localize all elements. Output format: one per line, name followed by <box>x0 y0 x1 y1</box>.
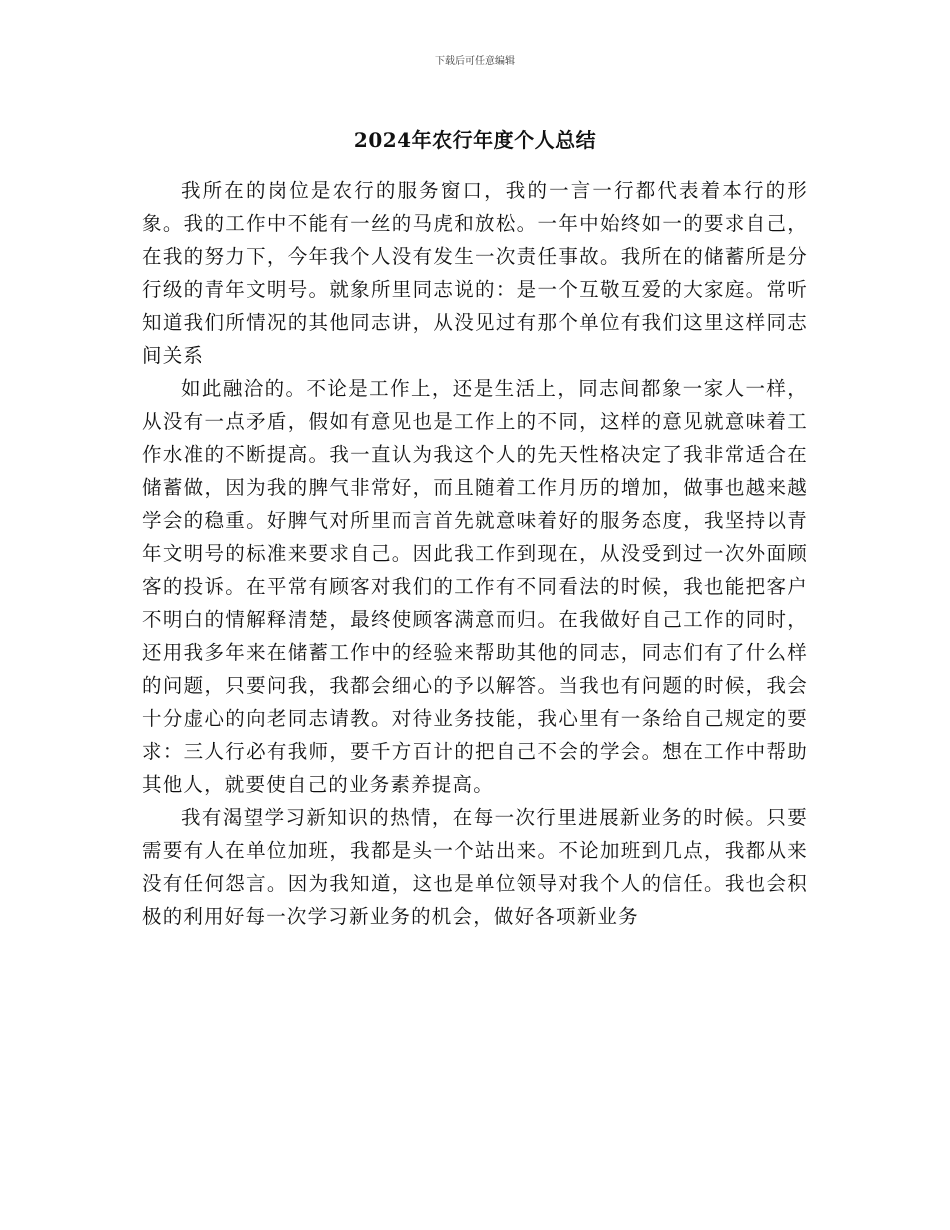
header-note: 下载后可任意编辑 <box>435 56 515 67</box>
body-paragraph: 如此融洽的。不论是工作上，还是生活上，同志间都象一家人一样，从没有一点矛盾，假如有意见也是工作上的不同，这样的意见就意味着工作水准的不断提高。我一直认为我这个人的先天性格决定了我非常适合在储蓄做，因为我的脾气非常好，而且随着工作月历的增加，做事也越来越学会的稳重。好脾气对所里而言首先就意味着好的服务态度，我坚持以青年文明号的标准来要求自己。因此我工作到现在，从没受到过一次外面顾客的投诉。在平常有顾客对我们的工作有不同看法的时候，我也能把客户不明白的情解释清楚，最终使顾客满意而归。在我做好自己工作的同时，还用我多年来在储蓄工作中的经验来帮助其他的同志，同志们有了什么样的问题，只要问我，我都会细心的予以解答。当我也有问题的时候，我会十分虚心的向老同志请教。对待业务技能，我心里有一条给自己规定的要求：三人行必有我师，要千方百计的把自己不会的学会。想在工作中帮助其他人，就要使自己的业务素养提高。 <box>142 377 808 796</box>
document-title: 2024年农行年度个人总结 <box>353 128 597 152</box>
document-body <box>142 174 808 933</box>
body-paragraph: 我有渴望学习新知识的热情，在每一次行里进展新业务的时候。只要需要有人在单位加班，我都是头一个站出来。不论加班到几点，我都从来没有任何怨言。因为我知道，这也是单位领导对我个人的信任。我也会积极的利用好每一次学习新业务的机会，做好各项新业务 <box>142 806 808 928</box>
body-paragraph: 我所在的岗位是农行的服务窗口，我的一言一行都代表着本行的形象。我的工作中不能有一丝的马虎和放松。一年中始终如一的要求自己，在我的努力下，今年我个人没有发生一次责任事故。我所在的储蓄所是分行级的青年文明号。就象所里同志说的：是一个互敬互爱的大家庭。常听知道我们所情况的其他同志讲，从没见过有那个单位有我们这里这样同志间关系 <box>142 179 808 367</box>
